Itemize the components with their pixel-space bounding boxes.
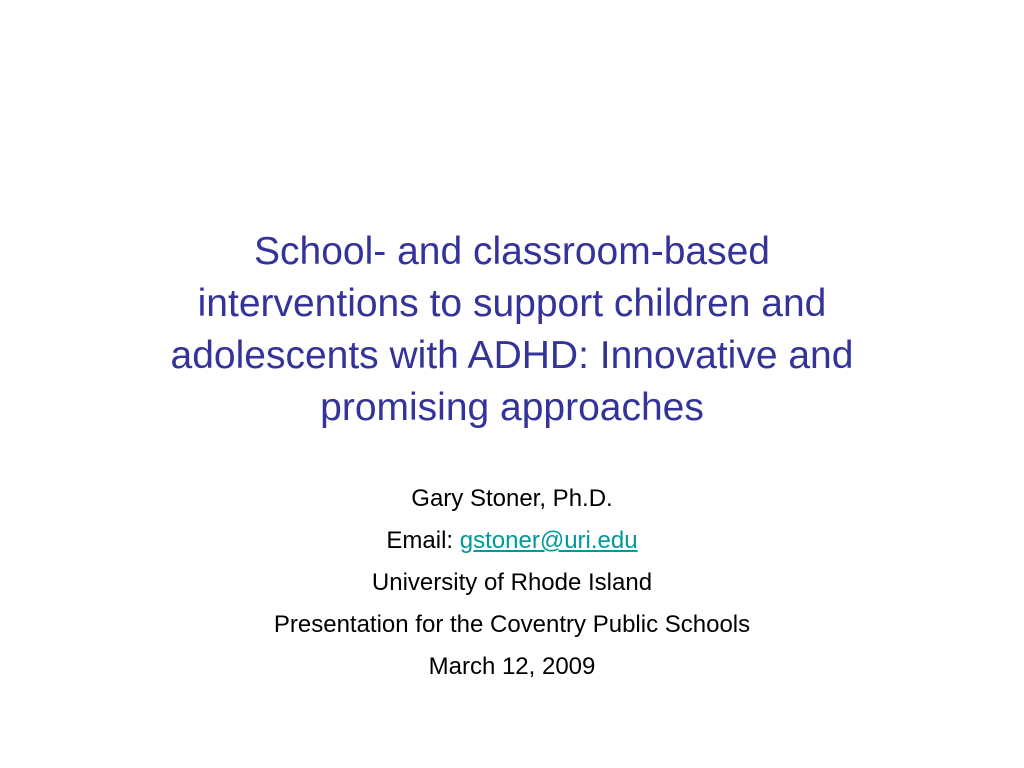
institution: University of Rhode Island bbox=[371, 569, 653, 596]
email-label: Email: bbox=[386, 527, 460, 554]
presentation-date: March 12, 2009 bbox=[428, 653, 596, 680]
title-line-2: interventions to support children and bbox=[197, 282, 827, 325]
slide-title bbox=[80, 226, 944, 434]
slide-subtitle bbox=[80, 478, 944, 688]
author-name: Gary Stoner, Ph.D. bbox=[411, 485, 613, 512]
event-description: Presentation for the Coventry Public Schools bbox=[273, 611, 751, 638]
title-line-4: promising approaches bbox=[320, 386, 704, 429]
title-line-1: School- and classroom-based bbox=[254, 230, 770, 273]
title-line-3: adolescents with ADHD: Innovative and bbox=[170, 334, 854, 377]
email-line bbox=[80, 520, 944, 562]
email-link[interactable]: gstoner@uri.edu bbox=[459, 527, 638, 554]
